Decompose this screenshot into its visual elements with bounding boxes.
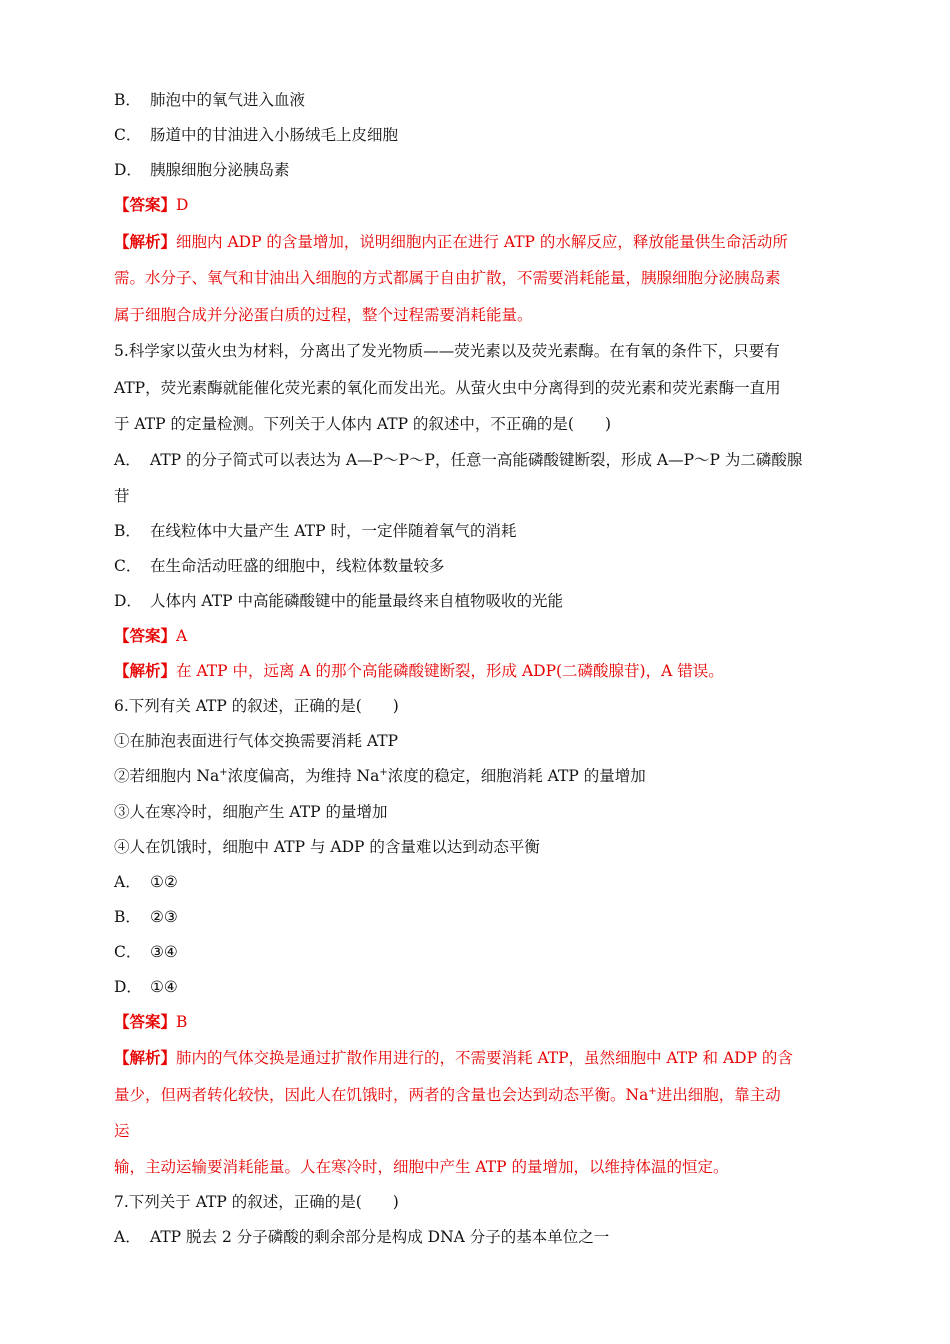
q4-analysis-line-3: 属于细胞合成并分泌蛋白质的过程，整个过程需要消耗能量。 [114,306,533,324]
q5-option-d: D． 人体内 ATP 中高能磷酸键中的能量最终来自植物吸收的光能 [114,592,563,610]
q6-statement-2: ②若细胞内 Na+浓度偏高，为维持 Na+浓度的稳定，细胞消耗 ATP 的量增加 [114,766,646,785]
q4-option-d: D． 胰腺细胞分泌胰岛素 [114,161,290,179]
q6-analysis-line-3: 运 [114,1122,130,1140]
q5-option-a: A． ATP 的分子简式可以表达为 A—P～P～P，任意一高能磷酸键断裂，形成 A—P～P 为二磷酸腺 [114,451,803,469]
q5-answer: 【答案】A [114,626,188,645]
q5-option-c: C． 在生命活动旺盛的细胞中，线粒体数量较多 [114,557,445,575]
q6-option-d: D． ①④ [114,978,178,996]
q6-statement-3: ③人在寒冷时，细胞产生 ATP 的量增加 [114,803,388,821]
q5-stem-line-2: ATP，荧光素酶就能催化荧光素的氧化而发出光。从萤火虫中分离得到的荧光素和荧光素酶一直用 [114,379,781,397]
q7-stem: 7.下列关于 ATP 的叙述，正确的是( ) [114,1193,399,1211]
q5-analysis: 【解析】在 ATP 中，远离 A 的那个高能磷酸键断裂，形成 ADP(二磷酸腺苷)，A 错误。 [114,661,724,680]
q5-option-b: B． 在线粒体中大量产生 ATP 时，一定伴随着氧气的消耗 [114,522,517,540]
q6-analysis-line-1: 【解析】肺内的气体交换是通过扩散作用进行的，不需要消耗 ATP，虽然细胞中 ATP 和 ADP 的含 [114,1048,793,1067]
q6-option-a: A． ①② [114,873,178,891]
q7-option-a: A． ATP 脱去 2 分子磷酸的剩余部分是构成 DNA 分子的基本单位之一 [114,1228,610,1246]
q6-analysis-line-2: 量少，但两者转化较快，因此人在饥饿时，两者的含量也会达到动态平衡。Na+进出细胞，靠主动 [114,1085,781,1104]
q5-stem-line-3: 于 ATP 的定量检测。下列关于人体内 ATP 的叙述中，不正确的是( ) [114,415,612,433]
q6-statement-4: ④人在饥饿时，细胞中 ATP 与 ADP 的含量难以达到动态平衡 [114,838,540,856]
q6-answer: 【答案】B [114,1012,188,1031]
q4-option-b: B． 肺泡中的氧气进入血液 [114,91,306,109]
q5-stem-line-1: 5.科学家以萤火虫为材料，分离出了发光物质——荧光素以及荧光素酶。在有氧的条件下，只要有 [114,342,780,360]
q6-statement-1: ①在肺泡表面进行气体交换需要消耗 ATP [114,732,399,750]
q6-analysis-line-4: 输，主动运输要消耗能量。人在寒冷时，细胞中产生 ATP 的量增加，以维持体温的恒定。 [114,1158,729,1176]
q4-analysis-line-1: 【解析】细胞内 ADP 的含量增加，说明细胞内正在进行 ATP 的水解反应，释放能量供生命活动所 [114,232,788,251]
q6-option-c: C． ③④ [114,943,178,961]
q4-analysis-line-2: 需。水分子、氧气和甘油出入细胞的方式都属于自由扩散，不需要消耗能量，胰腺细胞分泌胰岛素 [114,269,781,287]
q6-option-b: B． ②③ [114,908,178,926]
q4-answer: 【答案】D [114,195,189,214]
q5-option-a-cont: 苷 [114,487,130,505]
q4-option-c: C． 肠道中的甘油进入小肠绒毛上皮细胞 [114,126,399,144]
q6-stem: 6.下列有关 ATP 的叙述，正确的是( ) [114,697,399,715]
